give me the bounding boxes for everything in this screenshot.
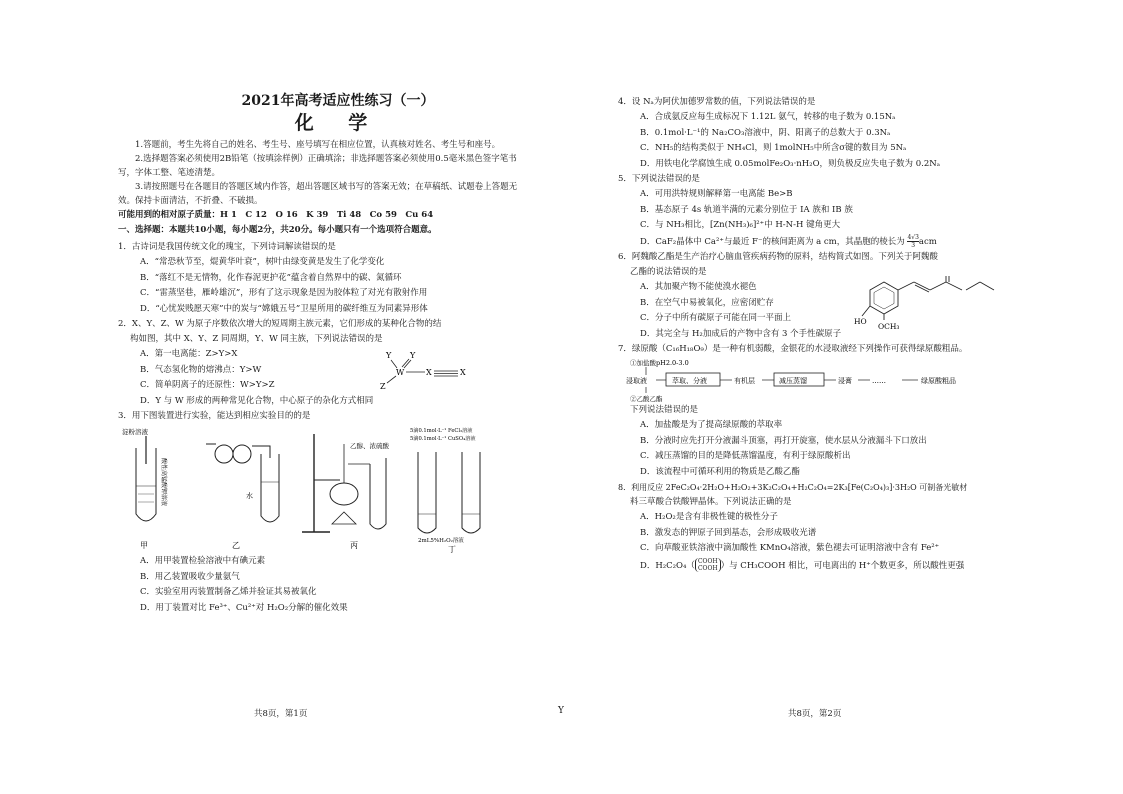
yi-water-label: 水: [246, 492, 253, 500]
section-heading: 一、选择题：本题共10小题，每小题2分，共20分。每小题只有一个选项符合题意。: [118, 225, 437, 235]
q1-option-b: B．“落红不是无情物，化作春泥更护花”蕴含着自然界中的碳、氮循环: [140, 272, 402, 283]
q4-option-a: A．合成氨反应每生成标况下 1.12L 氨气，转移的电子数为 0.15Nₐ: [640, 112, 896, 122]
flow-step1: ①加盐酸pH2.0-3.0: [630, 359, 689, 367]
struct-w: W: [396, 368, 405, 377]
q2-stem-line2: 构如图，其中 X、Y、Z 同周期，Y、W 同主族，下列说法错误的是: [130, 334, 383, 344]
ding-right-label: 5滴0.1mol·L⁻¹ CuSO₄溶液: [410, 436, 476, 442]
q1-option-d: D．“心忧炭贱愿天寒”中的炭与“嫦娥五号”卫星所用的碳纤维互为同素异形体: [140, 303, 428, 314]
q8-brace-bottom: COOH: [697, 565, 718, 572]
q1-option-c: C．“雷蒸坚巷，雁岭雄沉”，形有了这示现象是因为胶体粒了对光有散射作用: [140, 288, 428, 298]
q6-option-c: C．分子中所有碳原子可能在同一平面上: [640, 313, 792, 323]
flow-dots: ……: [872, 377, 886, 385]
q3-option-b: B．用乙装置吸收少量氨气: [140, 571, 240, 582]
page-1-footer: 共8页，第1页: [254, 709, 308, 719]
q4-option-d: D．用铁电化学腐蚀生成 0.05molFe₂O₃·nH₂O，则负极反应失电子数为 0.2Nₐ: [640, 158, 940, 169]
flow-box1: 萃取、分液: [672, 377, 707, 385]
page-2: [562, 0, 1123, 794]
q7-option-a: A．加盐酸是为了提高绿原酸的萃取率: [640, 420, 783, 430]
q5-option-b: B．基态原子 4s 轨道半满的元素分别位于 IA 族和 IB 族: [640, 204, 853, 215]
q5-option-d: [618, 234, 1058, 251]
caption-yi: 乙: [232, 541, 240, 550]
jia-reagent-label: 淀粉溶液: [122, 428, 148, 436]
q8-option-d: [618, 557, 1058, 575]
note-2: 2.选择题答案必须使用2B铅笔（按填涂样例）正确填涂；非选择题答案必须使用0.5毫米黑色签字笔书写，字体工整、笔迹清楚。: [118, 154, 517, 178]
flow-end: 绿原酸粗品: [921, 377, 956, 385]
flow-mid1: 有机层: [734, 377, 755, 385]
flow-step2: ②乙酸乙酯: [630, 395, 663, 403]
q8-option-b: B．激发态的钾原子回到基态，会形成吸收光谱: [640, 527, 817, 538]
struct-y-top-right: Y: [410, 351, 416, 360]
q7-intro: 下列说法错误的是: [630, 405, 699, 415]
q1-stem: 1．古诗词是我国传统文化的瑰宝，下列诗词解读错误的是: [118, 242, 336, 252]
q2-block: [118, 347, 528, 409]
page-2-column: [618, 95, 1058, 575]
q6-option-a: A．其加聚产物不能使溴水褪色: [640, 282, 757, 292]
atomic-masses: 可能用到的相对原子质量：H 1 C 12 O 16 K 39 Ti 48 Co 59 Cu 64: [118, 210, 434, 220]
q3-stem: 3．用下图装置进行实验，能达到相应实验目的的是: [118, 411, 311, 421]
gutter-mark: Y: [558, 706, 564, 716]
q3-option-a: A．用甲装置检验溶液中有碘元素: [140, 556, 266, 566]
q2-stem-line1: 2．X、Y、Z、W 为原子序数依次增大的短周期主族元素，它们形成的某种化合物的结: [118, 319, 442, 329]
q6-option-d: D．其完全与 H₂加成后的产物中含有 3 个手性碳原子: [640, 328, 842, 339]
page-1-column: [118, 92, 528, 616]
struct-z: Z: [380, 382, 386, 391]
q5-option-a: A．可用洪特规则解释第一电离能 Be>B: [640, 189, 793, 199]
q8-stem-line2: 料三草酸合铁酸钾晶体。下列说法正确的是: [630, 497, 792, 507]
page-1: [0, 0, 561, 794]
q4-option-c: C．NH₅的结构类似于 NH₄Cl，则 1molNH₅中所含σ键的数目为 5Nₐ: [640, 143, 907, 153]
flow-start: 浸取液: [626, 377, 647, 385]
q3-option-c: C．实验室用丙装置制备乙烯并验证其易被氧化: [140, 587, 317, 597]
q8-option-d-pre: D．H₂C₂O₄（: [640, 560, 695, 571]
q8-option-a: A．H₂O₂是含有非极性键的极性分子: [640, 512, 778, 522]
struct-x2: X: [460, 368, 466, 377]
jia-side-label: [160, 458, 168, 506]
q5-frac-den: 3: [911, 241, 916, 249]
note-1: 1.答题前，考生先将自己的姓名、考生号、座号填写在相应位置，认真核对姓名、考生号和座号。: [135, 140, 501, 150]
exam-subject: 化 学: [294, 112, 382, 134]
q3-option-d: D．用丁装置对比 Fe³⁺、Cu²⁺对 H₂O₂分解的催化效果: [140, 602, 348, 613]
q6-option-b: B．在空气中易被氧化，应密闭贮存: [640, 297, 774, 308]
ding-left-label: 5滴0.1mol·L⁻¹ FeCl₃溶液: [410, 428, 473, 434]
q8-stem-line1: 8．利用反应 2FeC₂O₄·2H₂O+H₂O₂+3K₂C₂O₄+H₂C₂O₄=2K₃[Fe(C₂O₄)₃]·3H₂O 可制备光敏材: [618, 483, 968, 492]
q8-option-d-post: ）与 CH₃COOH 相比，可电离出的 H⁺个数更多，所以酸性更强: [720, 560, 965, 571]
bing-reagent-label: 乙醇、浓硫酸: [350, 442, 389, 450]
q7-option-d: D．该流程中可循环利用的物质是乙酸乙酯: [640, 466, 800, 477]
page-2-footer: 共8页，第2页: [788, 709, 842, 719]
svg-text:酸性高锰酸钾溶液: 酸性高锰酸钾溶液: [160, 458, 167, 507]
q5-fraction: [907, 234, 918, 249]
caption-ding: 丁: [448, 545, 456, 554]
q7-stem: 7．绿原酸（C₁₆H₁₈O₉）是一种有机弱酸，金银花的水浸取液经下列操作可获得绿原酸粗品。: [618, 344, 968, 354]
flow-mid2: 浸膏: [838, 377, 852, 385]
q2-structure-diagram: [380, 349, 472, 393]
struct-och3: OCH₃: [878, 322, 900, 331]
exam-title: 2021年高考适应性练习（一）: [241, 93, 435, 109]
q4-option-b: B．0.1mol·L⁻¹的 Na₂CO₃溶液中，阴、阳离子的总数大于 0.3Nₐ: [640, 127, 891, 138]
caption-bing: 丙: [350, 541, 358, 550]
struct-x1: X: [426, 368, 432, 377]
q7-option-b: B．分液时应先打开分液漏斗顶塞，再打开旋塞，使水层从分液漏斗下口放出: [640, 435, 927, 446]
q5-frac-num: 4√3: [907, 233, 919, 241]
q5-option-d-text: D．CaF₂晶体中 Ca²⁺与最近 F⁻的核间距离为 a cm，其晶胞的棱长为: [640, 236, 905, 247]
q6-structure-diagram: [854, 276, 1024, 332]
q8-cooh-brace: [695, 558, 721, 572]
note-3: 3.请按照题号在各题目的答题区域内作答，超出答题区域书写的答案无效；在草稿纸、试题卷上答题无效。保持卡面清洁，不折叠、不破损。: [118, 182, 518, 206]
struct-ho: HO: [854, 317, 867, 326]
q5-stem: 5．下列说法错误的是: [618, 174, 700, 184]
q8-option-c: C．向草酸亚铁溶液中滴加酸性 KMnO₄溶液，紫色褪去可证明溶液中含有 Fe²⁺: [640, 543, 940, 553]
q6-stem-line2: 乙酯的说法错误的是: [630, 267, 707, 277]
q2-option-b: B．气态氢化物的熔沸点：Y>W: [140, 364, 262, 375]
q1-option-a: A．“常恐秋节至，焜黄华叶衰”，树叶由绿变黄是发生了化学变化: [140, 257, 385, 267]
q2-option-d: D．Y 与 W 形成的两种常见化合物，中心原子的杂化方式相同: [140, 395, 374, 406]
ding-bottom-label: 2mL5%H₂O₂溶液: [418, 538, 464, 544]
flow-box2: 减压蒸馏: [779, 377, 807, 385]
q6-stem-line1: 6．阿魏酸乙酯是生产治疗心脑血管疾病药物的原料，结构简式如图。下列关于阿魏酸: [618, 252, 938, 262]
q7-option-c: C．减压蒸馏的目的是降低蒸馏温度，有利于绿原酸析出: [640, 451, 851, 461]
caption-jia: 甲: [140, 541, 148, 550]
q2-option-c: C．简单阴离子的还原性：W>Y>Z: [140, 380, 275, 390]
struct-y-top-left: Y: [386, 351, 392, 360]
q5-frac-tail: acm: [918, 236, 937, 247]
q5-option-c: C．与 NH₃相比，[Zn(NH₃)₆]²⁺中 H-N-H 键角更大: [640, 220, 841, 230]
q3-apparatus-figure: [118, 424, 528, 554]
q2-option-a: A．第一电离能：Z>Y>X: [140, 349, 238, 359]
q7-flow-diagram: [618, 357, 1058, 403]
q6-block: [618, 280, 1058, 342]
q4-stem: 4．设 Nₐ为阿伏加德罗常数的值，下列说法错误的是: [618, 97, 816, 107]
q8-brace-top: COOH: [697, 558, 718, 565]
